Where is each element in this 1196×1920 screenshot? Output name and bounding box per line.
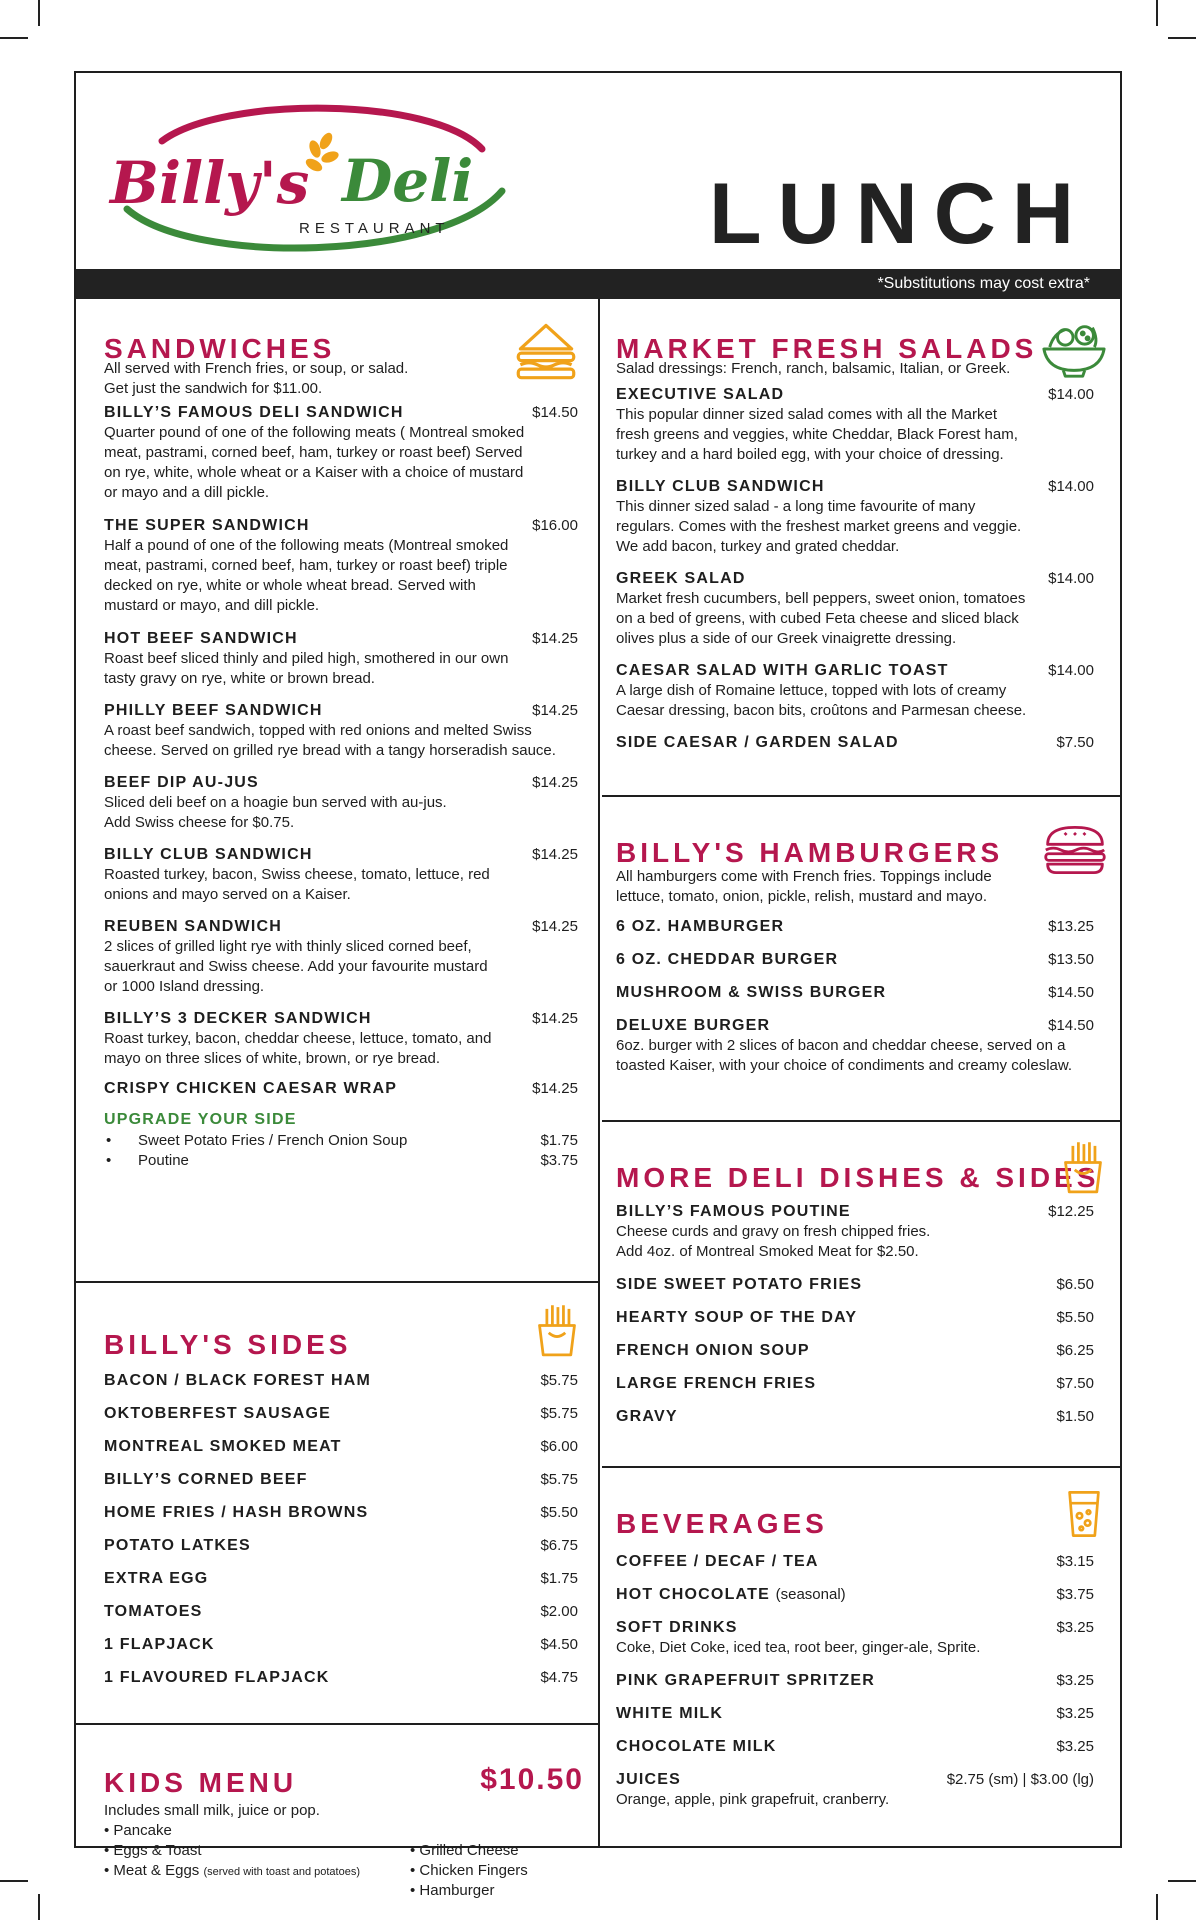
item-price: $14.25 [532, 1080, 578, 1097]
item-price: $3.25 [1056, 1619, 1094, 1636]
item-description [104, 423, 524, 503]
seasonal-note: (seasonal) [775, 1586, 846, 1603]
desc-line: toasted Kaiser, with your choice of condiments and creamy coleslaw. [616, 1057, 1073, 1074]
item-name: GRAVY [616, 1408, 678, 1425]
item-name: BILLY CLUB SANDWICH [616, 478, 825, 495]
desc-line: Add 4oz. of Montreal Smoked Meat for $2.50. [616, 1243, 919, 1260]
item-price: $14.25 [532, 1010, 578, 1027]
desc-line: or mayo and a dill pickle. [104, 484, 270, 501]
item-name: GREEK SALAD [616, 570, 746, 587]
item-price: $14.00 [1048, 570, 1094, 587]
item-name: HOME FRIES / HASH BROWNS [104, 1504, 369, 1521]
item-description [616, 681, 1026, 721]
item-price: $5.50 [1056, 1309, 1094, 1326]
option-name: Poutine [138, 1152, 189, 1169]
item-name: COFFEE / DECAF / TEA [616, 1553, 819, 1570]
item-description [616, 1638, 980, 1658]
item-price: $14.25 [532, 630, 578, 647]
item-name: SIDE CAESAR / GARDEN SALAD [616, 734, 899, 751]
desc-line: cheese. Served on grilled rye bread with a tangy horseradish sauce. [104, 742, 556, 759]
item-price: $3.75 [1056, 1586, 1094, 1603]
logo-name-second: Deli [342, 147, 474, 215]
hamburgers-section [602, 795, 1120, 1120]
section-title: MORE DELI DISHES & SIDES [616, 1162, 1100, 1193]
salad-bowl-icon [1040, 319, 1108, 379]
bullet: • [106, 1152, 112, 1169]
desc-line: Coke, Diet Coke, iced tea, root beer, ginger-ale, Sprite. [616, 1639, 981, 1656]
section-intro: Includes small milk, juice or pop. [104, 1802, 320, 1819]
item-price: $14.25 [532, 918, 578, 935]
item-price: $14.50 [532, 404, 578, 421]
kids-option: • Pancake [104, 1822, 172, 1839]
item-description [104, 937, 488, 997]
crop-mark [0, 1880, 28, 1882]
crop-mark [1168, 1880, 1196, 1882]
kids-options-right [410, 1841, 528, 1901]
option-price: $3.75 [540, 1152, 578, 1169]
desc-line: Caesar dressing, bacon bits, croûtons and Parmesan cheese. [616, 702, 1027, 719]
item-name: MONTREAL SMOKED MEAT [104, 1438, 342, 1455]
desc-line: 6oz. burger with 2 slices of bacon and cheddar cheese, served on a [616, 1037, 1066, 1054]
item-price: $3.25 [1056, 1738, 1094, 1755]
item-name: BILLY CLUB SANDWICH [104, 846, 313, 863]
item-name: BEEF DIP AU-JUS [104, 774, 259, 791]
item-name: BILLY’S 3 DECKER SANDWICH [104, 1010, 372, 1027]
bullet: • [106, 1132, 112, 1149]
item-price: $6.00 [540, 1438, 578, 1455]
crop-mark [1156, 0, 1158, 26]
item-name: THE SUPER SANDWICH [104, 517, 310, 534]
section-title: BILLY'S HAMBURGERS [616, 837, 1004, 868]
item-name: PHILLY BEEF SANDWICH [104, 702, 323, 719]
desc-line: turkey and a hard boiled egg, with your choice of dressing. [616, 446, 1004, 463]
item-name: EXECUTIVE SALAD [616, 386, 785, 403]
item-name [616, 1585, 846, 1605]
intro-line: All served with French fries, or soup, or salad. [104, 360, 409, 377]
kids-option: • Grilled Cheese [410, 1842, 519, 1859]
item-name: 6 OZ. CHEDDAR BURGER [616, 951, 839, 968]
item-description [616, 1222, 930, 1262]
item-name: BILLY’S CORNED BEEF [104, 1471, 308, 1488]
desc-line: Quarter pound of one of the following meats ( Montreal smoked [104, 424, 525, 441]
item-description [104, 536, 508, 616]
header-band [76, 269, 1120, 299]
item-name: BILLY’S FAMOUS DELI SANDWICH [104, 404, 404, 421]
item-name: SIDE SWEET POTATO FRIES [616, 1276, 863, 1293]
section-intro: Salad dressings: French, ranch, balsamic, Italian, or Greek. [616, 360, 1011, 377]
item-price: $5.75 [540, 1372, 578, 1389]
item-price: $6.75 [540, 1537, 578, 1554]
item-name: PINK GRAPEFRUIT SPRITZER [616, 1672, 876, 1689]
item-price: $5.50 [540, 1504, 578, 1521]
item-name: MUSHROOM & SWISS BURGER [616, 984, 887, 1001]
option-name: Sweet Potato Fries / French Onion Soup [138, 1132, 408, 1149]
section-title: BILLY'S SIDES [104, 1329, 352, 1360]
item-price: $13.50 [1048, 951, 1094, 968]
item-description [616, 497, 1021, 557]
item-price: $2.00 [540, 1603, 578, 1620]
item-name: WHITE MILK [616, 1705, 724, 1722]
item-price: $5.75 [540, 1405, 578, 1422]
item-price: $14.50 [1048, 1017, 1094, 1034]
section-intro [104, 359, 408, 399]
item-description [104, 721, 556, 761]
kids-menu-price: $10.50 [480, 1763, 584, 1796]
item-price: $13.25 [1048, 918, 1094, 935]
item-description [104, 793, 447, 833]
section-title: KIDS MENU [104, 1767, 298, 1798]
item-name: SOFT DRINKS [616, 1619, 738, 1636]
item-price: $12.25 [1048, 1203, 1094, 1220]
desc-line: olives plus a side of our Greek vinaigrette dressing. [616, 630, 957, 647]
right-column [602, 299, 1120, 1846]
intro-line: lettuce, tomato, onion, pickle, relish, mustard and mayo. [616, 888, 988, 905]
crop-mark [38, 0, 40, 26]
desc-line: Market fresh cucumbers, bell peppers, sweet onion, tomatoes [616, 590, 1026, 607]
item-name: 1 FLAPJACK [104, 1636, 215, 1653]
menu-header [76, 73, 1120, 269]
kids-option: • Chicken Fingers [410, 1862, 528, 1879]
desc-line: or 1000 Island dressing. [104, 978, 265, 995]
item-price: $1.75 [540, 1570, 578, 1587]
item-price: $14.00 [1048, 386, 1094, 403]
desc-line: Orange, apple, pink grapefruit, cranberry. [616, 1791, 890, 1808]
item-name: CAESAR SALAD WITH GARLIC TOAST [616, 662, 949, 679]
item-price: $6.50 [1056, 1276, 1094, 1293]
desc-line: Cheese curds and gravy on fresh chipped fries. [616, 1223, 931, 1240]
desc-line: tasty gravy on rye, white or brown bread. [104, 670, 375, 687]
desc-line: Add Swiss cheese for $0.75. [104, 814, 295, 831]
desc-line: A roast beef sandwich, topped with red onions and melted Swiss [104, 722, 532, 739]
intro-line: All hamburgers come with French fries. Toppings include [616, 868, 992, 885]
desc-line: meat, pastrami, corned beef, ham, turkey or roast beef) Served [104, 444, 523, 461]
item-price: $3.15 [1056, 1553, 1094, 1570]
kids-menu-section [76, 1723, 598, 1899]
item-description [616, 1790, 889, 1810]
desc-line: meat, pastrami, corned beef, ham, turkey or roast beef) triple [104, 557, 508, 574]
kids-option: • Hamburger [410, 1882, 495, 1899]
item-name: 6 OZ. HAMBURGER [616, 918, 785, 935]
billys-deli-logo [102, 101, 522, 251]
sides-section [76, 1281, 598, 1723]
item-description [104, 865, 490, 905]
menu-frame [74, 71, 1122, 1899]
desc-line: mayo on three slices of white, brown, or rye bread. [104, 1050, 440, 1067]
page-title: LUNCH [709, 166, 1090, 262]
item-name: OKTOBERFEST SAUSAGE [104, 1405, 331, 1422]
item-price: $7.50 [1056, 1375, 1094, 1392]
item-price: $14.00 [1048, 662, 1094, 679]
desc-line: Roasted turkey, bacon, Swiss cheese, tomato, lettuce, red [104, 866, 490, 883]
section-intro [616, 867, 992, 907]
item-name: DELUXE BURGER [616, 1017, 771, 1034]
item-name: BACON / BLACK FOREST HAM [104, 1372, 372, 1389]
item-price: $7.50 [1056, 734, 1094, 751]
hamburger-icon [1042, 823, 1108, 877]
item-name: HEARTY SOUP OF THE DAY [616, 1309, 858, 1326]
kids-option: • Eggs & Toast [104, 1842, 202, 1859]
section-title: SANDWICHES [104, 333, 336, 364]
desc-line: on a bed of greens, with cubed Feta cheese and sliced black [616, 610, 1019, 627]
item-name: FRENCH ONION SOUP [616, 1342, 810, 1359]
section-title: BEVERAGES [616, 1508, 828, 1539]
desc-line: on rye, white, whole wheat or a Kaiser with a choice of mustard [104, 464, 524, 481]
desc-line: Roast beef sliced thinly and piled high, smothered in our own [104, 650, 509, 667]
item-description [616, 1036, 1072, 1076]
upgrade-side-heading: UPGRADE YOUR SIDE [104, 1111, 297, 1128]
desc-line: Half a pound of one of the following meats (Montreal smoked [104, 537, 509, 554]
item-price: $3.25 [1056, 1705, 1094, 1722]
kids-option-label: • Meat & Eggs [104, 1862, 200, 1879]
desc-line: mustard or mayo, and dill pickle. [104, 597, 320, 614]
salads-section [602, 299, 1120, 795]
desc-line: A large dish of Romaine lettuce, topped with lots of creamy [616, 682, 1007, 699]
desc-line: This popular dinner sized salad comes with all the Market [616, 406, 998, 423]
desc-line: sauerkraut and Swiss cheese. Add your favourite mustard [104, 958, 488, 975]
item-name-text: HOT CHOCOLATE [616, 1586, 770, 1603]
crop-mark [1168, 37, 1196, 39]
kids-options-left [104, 1821, 360, 1882]
item-name: 1 FLAVOURED FLAPJACK [104, 1669, 330, 1686]
sandwich-icon [514, 321, 578, 381]
item-price: $1.50 [1056, 1408, 1094, 1425]
item-name: POTATO LATKES [104, 1537, 251, 1554]
item-name: TOMATOES [104, 1603, 203, 1620]
desc-line: Sliced deli beef on a hoagie bun served with au-jus. [104, 794, 447, 811]
kids-option-note: (served with toast and potatoes) [203, 1866, 360, 1878]
option-price: $1.75 [540, 1132, 578, 1149]
item-description [104, 1029, 491, 1069]
item-price: $4.50 [540, 1636, 578, 1653]
logo-name-first: Billy's [110, 149, 310, 217]
desc-line: fresh greens and veggies, white Cheddar, Black Forest ham, [616, 426, 1018, 443]
crop-mark [0, 37, 28, 39]
item-name: JUICES [616, 1771, 681, 1788]
beverages-section [602, 1466, 1120, 1851]
kids-option [104, 1861, 360, 1882]
desc-line: 2 slices of grilled light rye with thinly sliced corned beef, [104, 938, 472, 955]
item-name: HOT BEEF SANDWICH [104, 630, 298, 647]
item-price: $16.00 [532, 517, 578, 534]
item-description [616, 405, 1018, 465]
desc-line: Roast turkey, bacon, cheddar cheese, lettuce, tomato, and [104, 1030, 492, 1047]
left-column [76, 299, 600, 1899]
item-price: $2.75 (sm) | $3.00 (lg) [946, 1771, 1094, 1788]
item-price: $14.25 [532, 702, 578, 719]
item-price: $14.25 [532, 846, 578, 863]
item-name: CRISPY CHICKEN CAESAR WRAP [104, 1080, 398, 1097]
item-name: CHOCOLATE MILK [616, 1738, 777, 1755]
item-name: EXTRA EGG [104, 1570, 209, 1587]
crop-mark [38, 1894, 40, 1920]
item-price: $6.25 [1056, 1342, 1094, 1359]
desc-line: decked on rye, white or whole wheat bread. Served with [104, 577, 476, 594]
sandwiches-section [76, 299, 598, 1281]
item-price: $5.75 [540, 1471, 578, 1488]
desc-line: onions and mayo served on a Kaiser. [104, 886, 351, 903]
intro-line: Get just the sandwich for $11.00. [104, 380, 323, 397]
item-price: $3.25 [1056, 1672, 1094, 1689]
deli-dishes-section [602, 1120, 1120, 1466]
drink-glass-icon [1066, 1488, 1102, 1540]
item-price: $14.25 [532, 774, 578, 791]
item-name: BILLY’S FAMOUS POUTINE [616, 1203, 851, 1220]
item-name: REUBEN SANDWICH [104, 918, 282, 935]
item-price: $4.75 [540, 1669, 578, 1686]
logo-restaurant-label: RESTAURANT [299, 220, 450, 237]
crop-mark [1156, 1894, 1158, 1920]
item-description [616, 589, 1025, 649]
desc-line: regulars. Comes with the freshest market greens and veggie. [616, 518, 1022, 535]
item-price: $14.50 [1048, 984, 1094, 1001]
item-price: $14.00 [1048, 478, 1094, 495]
desc-line: This dinner sized salad - a long time favourite of many [616, 498, 976, 515]
substitution-note: *Substitutions may cost extra* [877, 275, 1090, 292]
section-title: MARKET FRESH SALADS [616, 333, 1038, 364]
item-description [104, 649, 508, 689]
desc-line: We add bacon, turkey and grated cheddar. [616, 538, 900, 555]
item-name: LARGE FRENCH FRIES [616, 1375, 817, 1392]
fries-icon [1060, 1140, 1106, 1196]
fries-icon [534, 1303, 580, 1359]
